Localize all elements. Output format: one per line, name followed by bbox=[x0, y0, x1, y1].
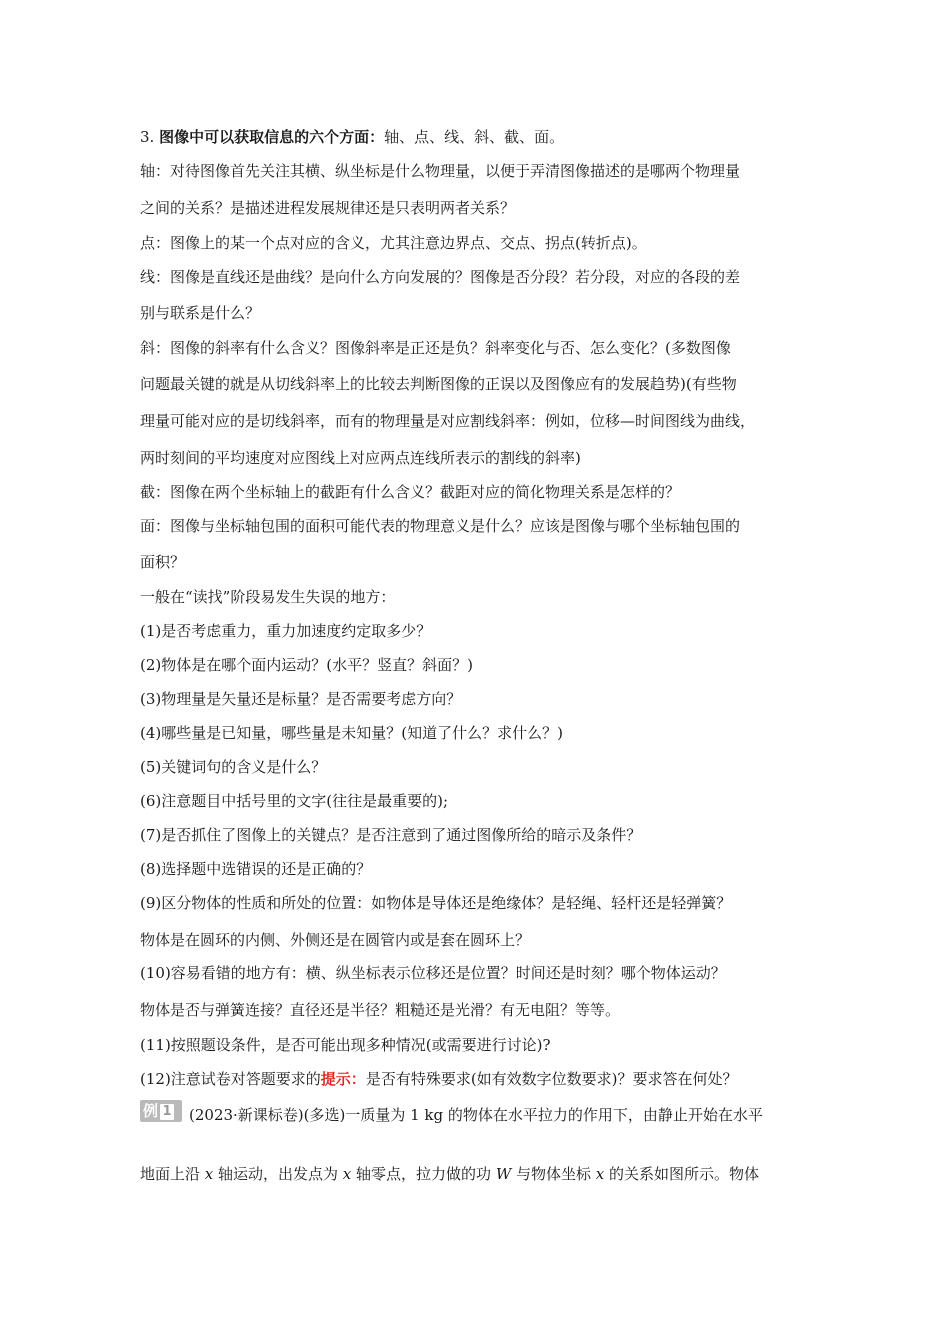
heading-rest: 轴、点、线、斜、截、面。 bbox=[384, 128, 565, 146]
example-text: 的关系如图所示。物体 bbox=[604, 1165, 760, 1183]
mistake-item-4: (4)哪些量是已知量，哪些量是未知量？(知道了什么？求什么？) bbox=[140, 724, 563, 742]
variable-W: W bbox=[495, 1165, 512, 1183]
mistakes-intro: 一般在“读找”阶段易发生失误的地方： bbox=[140, 588, 396, 606]
variable-x: x bbox=[595, 1165, 605, 1183]
mistake-item-2: (2)物体是在哪个面内运动？(水平？竖直？斜面？) bbox=[140, 656, 473, 674]
axis-line-2: 之间的关系？是描述进程发展规律还是只表明两者关系？ bbox=[140, 199, 516, 217]
area-line-1: 面：图像与坐标轴包围的面积可能代表的物理意义是什么？应该是图像与哪个坐标轴包围的 bbox=[140, 517, 741, 535]
example-text: 与物体坐标 bbox=[511, 1165, 596, 1183]
mistake-item-9-line-2: 物体是在圆环的内侧、外侧还是在圆管内或是套在圆环上？ bbox=[140, 931, 531, 949]
mistake-item-10-line-2: 物体是否与弹簧连接？直径还是半径？粗糙还是光滑？有无电阻？等等。 bbox=[140, 1001, 621, 1019]
mistake-item-10-line-1: (10)容易看错的地方有：横、纵坐标表示位移还是位置？时间还是时刻？哪个物体运动？ bbox=[140, 964, 726, 982]
slope-line-4: 两时刻间的平均速度对应图线上对应两点连线所表示的割线的斜率) bbox=[140, 449, 581, 467]
heading-title: 图像中可以获取信息的六个方面： bbox=[159, 128, 385, 146]
example-text: 轴运动，出发点为 bbox=[213, 1165, 343, 1183]
mistake-item-12-suffix: 是否有特殊要求(如有效数字位数要求)？要求答在何处？ bbox=[365, 1070, 738, 1088]
mistake-item-3: (3)物理量是矢量还是标量？是否需要考虑方向？ bbox=[140, 690, 462, 708]
mistake-item-7: (7)是否抓住了图像上的关键点？是否注意到了通过图像所给的暗示及条件？ bbox=[140, 826, 642, 844]
variable-x: x bbox=[342, 1165, 352, 1183]
slope-line-1: 斜：图像的斜率有什么含义？图像斜率是正还是负？斜率变化与否、怎么变化？(多数图像 bbox=[140, 339, 731, 357]
example-badge bbox=[140, 1100, 182, 1122]
example-line-1: (2023·新课标卷)(多选)一质量为 1 kg 的物体在水平拉力的作用下，由静止开始在水平 bbox=[189, 1106, 763, 1124]
mistake-item-9-line-1: (9)区分物体的性质和所处的位置：如物体是导体还是绝缘体？是轻绳、轻杆还是轻弹簧？ bbox=[140, 894, 732, 912]
mistake-item-1: (1)是否考虑重力，重力加速度约定取多少？ bbox=[140, 622, 432, 640]
example-badge-number: 1 bbox=[160, 1104, 174, 1120]
example-line-2 bbox=[140, 1164, 759, 1184]
slope-line-3: 理量可能对应的是切线斜率，而有的物理量是对应割线斜率：例如，位移—时间图线为曲线， bbox=[140, 412, 756, 430]
mistake-item-12 bbox=[140, 1069, 738, 1089]
point-line: 点：图像上的某一个点对应的含义，尤其注意边界点、交点、拐点(转折点)。 bbox=[140, 234, 647, 252]
example-text: 轴零点，拉力做的功 bbox=[351, 1165, 496, 1183]
line-line-1: 线：图像是直线还是曲线？是向什么方向发展的？图像是否分段？若分段，对应的各段的差 bbox=[140, 268, 741, 286]
hint-label: 提示： bbox=[320, 1070, 366, 1088]
line-line-2: 别与联系是什么？ bbox=[140, 304, 261, 322]
intercept-line: 截：图像在两个坐标轴上的截距有什么含义？截距对应的简化物理关系是怎样的？ bbox=[140, 483, 681, 501]
mistake-item-11: (11)按照题设条件，是否可能出现多种情况(或需要进行讨论)? bbox=[140, 1036, 551, 1054]
axis-line-1: 轴：对待图像首先关注其横、纵坐标是什么物理量，以便于弄清图像描述的是哪两个物理量 bbox=[140, 162, 741, 180]
area-line-2: 面积？ bbox=[140, 553, 186, 571]
section-heading bbox=[140, 127, 564, 147]
mistake-item-12-prefix: (12)注意试卷对答题要求的 bbox=[140, 1070, 321, 1088]
slope-line-2: 问题最关键的就是从切线斜率上的比较去判断图像的正误以及图像应有的发展趋势)(有些物 bbox=[140, 375, 737, 393]
mistake-item-6: (6)注意题目中括号里的文字(往往是最重要的); bbox=[140, 792, 449, 810]
example-text: 地面上沿 bbox=[140, 1165, 205, 1183]
variable-x: x bbox=[204, 1165, 214, 1183]
mistake-item-8: (8)选择题中选错误的还是正确的？ bbox=[140, 860, 372, 878]
heading-number: 3. bbox=[140, 128, 155, 146]
example-badge-label: 例 bbox=[143, 1102, 159, 1120]
mistake-item-5: (5)关键词句的含义是什么？ bbox=[140, 758, 327, 776]
